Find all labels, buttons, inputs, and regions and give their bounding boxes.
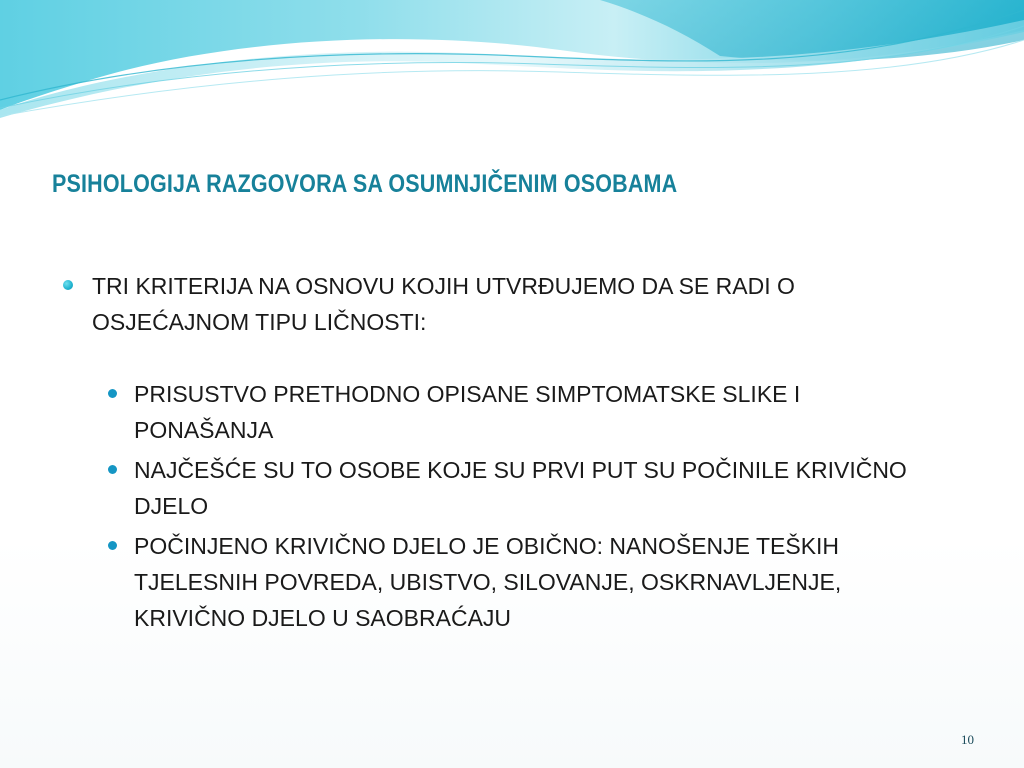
- bullet-icon: [108, 541, 117, 550]
- bullet-icon: [108, 465, 117, 474]
- sub-bullet-item: [60, 376, 940, 448]
- main-bullet-item: [60, 268, 940, 340]
- sub-bullet-text: PRISUSTVO PRETHODNO OPISANE SIMPTOMATSKE SLIKE I PONAŠANJA: [134, 381, 801, 443]
- main-bullet-text: TRI KRITERIJA NA OSNOVU KOJIH UTVRĐUJEMO DA SE RADI O OSJEĆAJNOM TIPU LIČNOSTI:: [92, 273, 795, 335]
- wave-decoration-icon: [0, 0, 1024, 130]
- sub-bullet-text: NAJČEŠĆE SU TO OSOBE KOJE SU PRVI PUT SU POČINILE KRIVIČNO DJELO: [134, 457, 907, 519]
- slide-content: [60, 268, 940, 640]
- page-number: 10: [961, 732, 974, 747]
- sub-bullet-list: [60, 376, 940, 636]
- slide-title: PSIHOLOGIJA RAZGOVORA SA OSUMNJIČENIM OSOBAMA: [52, 170, 678, 198]
- bullet-icon: [108, 389, 117, 398]
- sub-bullet-text: POČINJENO KRIVIČNO DJELO JE OBIČNO: NANOŠENJE TEŠKIH TJELESNIH POVREDA, UBISTVO, SILOVANJE, OSKRNAVLJENJE, KRIVIČNO DJELO U SAOBRAĆAJU: [134, 533, 842, 631]
- sub-bullet-item: [60, 528, 940, 636]
- bullet-icon: [63, 280, 73, 290]
- sub-bullet-item: [60, 452, 940, 524]
